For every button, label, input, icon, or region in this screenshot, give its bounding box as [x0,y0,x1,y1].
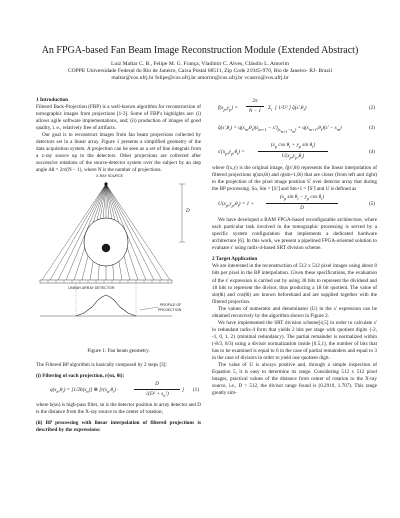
equation-2-lhs: $f(x_p,y_p)$ = [218,105,238,113]
subject-dense-region [102,244,110,252]
fan-beam-figure [36,176,201,344]
equation-1-number: (1) [192,386,199,393]
equation-1-lhs: $q(s_n,\theta_i) = [1/2h(s_n)]$ ⊗ [$r(s_n,\theta_i)$ · [50,386,119,394]
distance-d-label: D [186,209,190,215]
projection-profile-curve [76,295,136,316]
step-ii-heading: (ii) BP processing with linear interpolation of filtered projections is described by the expressions: [36,419,201,433]
where-fxy-text: where f(x,y) is the original image, q̂(s′,θi) represents the linear interpolation of filtered projections q(sm,θi) and q(sm+1,θi) that are closer (from left and right) to the projection of the pixel image position S′ over detector array that during the BP processing. So, Sm = ⌊S′⌋ and Sm+1 = ⌈S′⌉ and U is defined as [212,165,377,193]
equation-3-body: $q̂(s',\theta_i) = q(s_m,\theta_i)(s_{m+1} - s')_{(s_{m+1}-s_m)} + q(s_{m+1},\theta_i)(s' - s_m)$ [218,125,342,134]
equation-2-number: (2) [368,105,375,111]
equation-5-number: (5) [368,201,375,208]
figure-1-caption: Figure 1: Fan beam geometry. [87,348,150,355]
profile-label-line-2: PROJECTION [158,308,182,313]
author-names: Luiz Maltar C. B., Felipe M. G. França, Vladimir C. Alves, Cláudio L. Amorim [111,61,289,67]
equation-1-fraction: D $√(D^2 + s_n^2)$ [134,381,180,399]
where-filter-text: where h(sn) is high-pass filter, sn is the detector position in array detector and D is the distance from the X-ray source to the center of rotation; [36,401,201,415]
equation-5-lhs: $U(x_p,y_p,\theta_i) = 1$ + [218,201,255,209]
target-paragraph-3: We have implemented the SRT division scheme[4,5] in order to calculate s′ in redundant radix-4 form that yields 2 bits per stage with quotient digits {-2, -1, 0, 1, 2} (minimal redundancy). The partial remainder is normalized within (-8/3, 8/3) using a divisor normalization inside [0.5,1), the number of bits that has to be examined is equal to 6 in the case of partial remainders and equal to 3 in the case of divisors in order to yield one quotient digit. [212,319,377,362]
author-block [20,61,380,83]
linear-array-detector-label: LINEAR ARRAY DETECTOR [68,286,115,291]
target-paragraph-1: We are interested in the reconstruction of 512 x 512 pixel images using about 8 bits per pixel in the BP interpolation. Given these specifications, the evaluation of the s′ expression is carried out by using 36 bits to represent the dividend and 18 bits to represent the divisor, thus producing a 18 bit quotient. The value of sin(θi) and cos(θi) are known beforehand and are supplied together with the filtered projection. [212,263,377,305]
equation-1: $q(s_n,\theta_i) = [1/2h(s_n)]$ ⊗ [$r(s_n,\theta_i)$ · D $√(D^2 + s_n^2)$ ] (1) [50,380,199,398]
target-paragraph-2: The values of numerator and denominator (U) in the s′ expression can be obtained recursively by the algorithm shown in Figure 2. [212,305,377,319]
author-emails: maltar@cos.ufrj.br felipe@cos.ufrj.br amorim@cos.ufrj.br vcastro@cos.ufrj.br [111,75,289,82]
equation-3 [212,121,377,141]
section-heading-introduction: 1 Introduction [36,97,69,103]
right-column [212,97,377,397]
fan-beam-diagram [36,176,201,344]
left-column [36,97,201,434]
profile-pointer [140,307,158,310]
fbp-intro-text: The Filtered BP algorithm is basically composed by 2 steps [3]: [36,361,167,368]
step-i-heading: (i) Filtering of each projection, r(sn, θi): [36,372,125,379]
equation-4: $s'(x_p,y_p,\theta_i)$ = ($x_p$ $\cos \theta_i + y_p$ $\sin \theta_i$) $U(x_p,y_p,\theta_i)$ (4) [218,142,375,161]
equation-2: $f(x_p,y_p)$ = 2π N − 1 $\Sigma_i$ [ 1/U² ] $q̂(s',\theta_i)$ (2) [218,98,375,115]
equation-3-number: (3) [368,125,375,131]
intro-paragraph-2: Our goal is to reconstruct images from fan beam projections collected by detectors set in a linear array. Figure 1 presents a simplified geometry of the data acquisition system. A projection can be seen as a set of line integrals from a x-ray source up to the detectors. Other projections are collected after successive rotations of the source-detector system over the subject by an step angle Δθ = 2π/(N − 1), where N is the number of projections. [36,132,201,174]
ram-fpga-paragraph: We have developed a RAM FPGA-based reconfigurable architecture, where each particular task involved in the tomographic processing is served by a specific system configuration that implements a dedicated hardware architecture [6]. In this work, we present a pipelined FPGA-oriented solution to evaluate s′ using radix-4-based SRT division scheme. [212,217,377,252]
intro-paragraph-1: Filtered Back-Projection (FBP) is a well-known algorithm for reconstruction of tomographic images from projections [1-3]. Some of FBP's highlights are: (i) allows agile software implementations, and; (ii) production of images of good quality, i. e., relatively free of artifacts. [36,104,201,132]
linear-array-detector [40,280,172,283]
author-affiliation: COPPE Universidade Federal do Rio de Janeiro, Caixa Postal 68511, Zip Code 21945-970, Rio de Janeiro- RJ- Brazil [67,68,333,75]
xray-source-label: X-RAY SOURCE [96,174,124,179]
target-paragraph-4: The value of U is always positive and, through a simple inspection of Equation 5, it is easy to determine its range. Considering 512 x 512 pixel images, practical values of the distance from center of rotation to the X-ray source, i.e., D > 512, the divisor range found is (0.2910, 1.707). This range greatly sim- [212,362,377,397]
equation-4-lhs: $s'(x_p,y_p,\theta_i)$ = [218,149,245,157]
paper-title: An FPGA-based Fan Beam Image Reconstruction Module (Extended Abstract) [41,45,359,56]
profile-label-line-1: PROFILE OF [160,303,182,308]
section-heading-target-application: 2 Target Application [212,256,258,263]
equation-4-number: (4) [368,149,375,155]
equation-5: $U(x_p,y_p,\theta_i) = 1$ + ($x_p$ $\sin \theta_i - y_p$ $\cos \theta_i$) D (5) [218,194,375,212]
subject-ellipse [84,218,128,266]
